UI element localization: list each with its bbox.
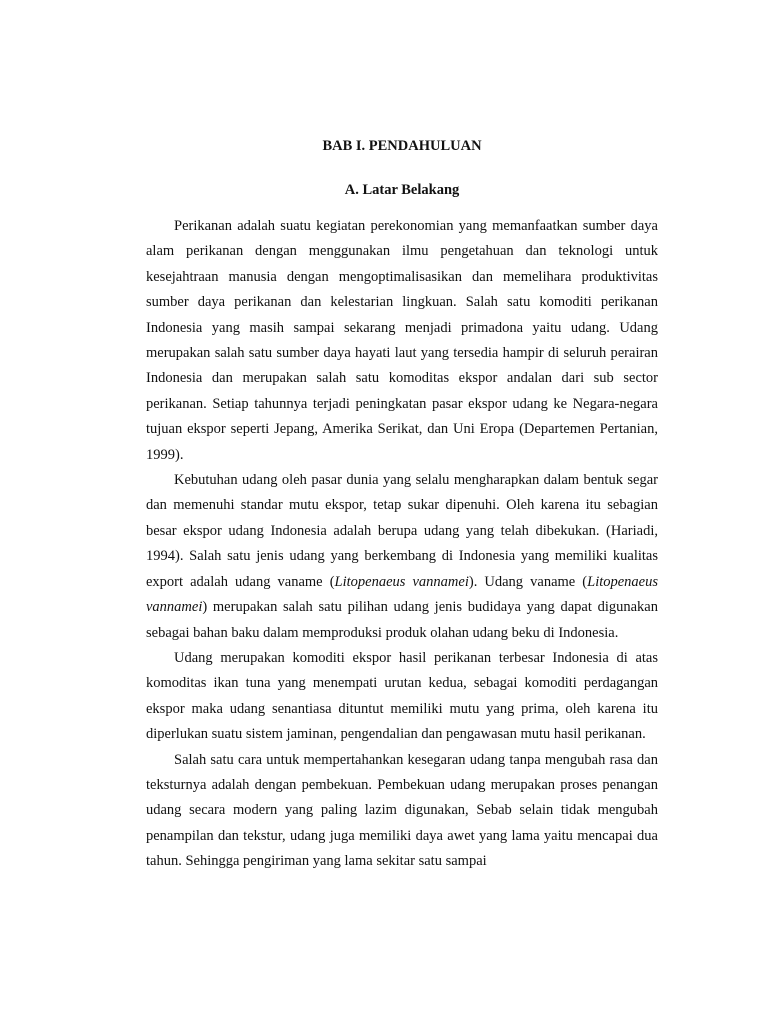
species-name-italic: Litopenaeus vannamei — [334, 573, 469, 590]
paragraph-1 — [146, 214, 658, 468]
paragraph-text: Kebutuhan udang oleh pasar dunia yang selalu mengharapkan dalam bentuk segar dan memenuhi standar mutu ekspor, tetap sukar dipenuhi. Oleh karena itu sebagian besar ekspor udang Indonesia adalah berupa udang yang telah dibekukan. (Hariadi, 1994). Salah satu jenis udang yang berkembang di Indonesia yang memiliki kualitas export adalah udang vaname ( — [146, 472, 658, 590]
paragraph-4 — [146, 748, 658, 875]
paragraph-3 — [146, 646, 658, 748]
chapter-title: BAB I. PENDAHULUAN — [322, 138, 482, 154]
paragraph-text: Udang merupakan komoditi ekspor hasil perikanan terbesar Indonesia di atas komoditas ikan tuna yang menempati urutan kedua, sebagai komoditi perdagangan ekspor maka udang senantiasa dituntut memiliki mutu yang prima, oleh karena itu diperlukan suatu sistem jaminan, pengendalian dan pengawasan mutu hasil perikanan. — [146, 649, 658, 743]
paragraph-2 — [146, 468, 658, 646]
paragraph-text: ) merupakan salah satu pilihan udang jenis budidaya yang dapat digunakan sebagai bahan baku dalam memproduksi produk olahan udang beku di Indonesia. — [146, 599, 658, 641]
paragraph-text: Perikanan adalah suatu kegiatan perekonomian yang memanfaatkan sumber daya alam perikanan dengan menggunakan ilmu pengetahuan dan teknologi untuk kesejahtraan manusia dengan mengoptimalisasikan dan memelihara produktivitas sumber daya perikanan dan kelestarian lingkuan. Salah satu komoditi perikanan Indonesia yang masih sampai sekarang menjadi primadona yaitu udang. Udang merupakan salah satu sumber daya hayati laut yang tersedia hampir di seluruh perairan Indonesia dan merupakan salah satu komoditas ekspor andalan dari sub sector perikanan. Setiap tahunnya terjadi peningkatan pasar ekspor udang ke Negara-negara tujuan ekspor seperti Jepang, Amerika Serikat, dan Uni Eropa (Departemen Pertanian, 1999). — [146, 218, 658, 463]
species-name-italic: Litopenaeus vannamei — [146, 573, 659, 616]
section-title: A. Latar Belakang — [344, 182, 460, 198]
paragraph-text: ). Udang vaname ( — [468, 573, 588, 590]
document-body — [146, 214, 658, 875]
paragraph-text: Salah satu cara untuk mempertahankan kesegaran udang tanpa mengubah rasa dan teksturnya adalah dengan pembekuan. Pembekuan udang merupakan proses penangan udang secara modern yang paling lazim digunakan, Sebab selain tidak mengubah penampilan dan tekstur, udang juga memiliki daya awet yang lama yaitu mencapai dua tahun. Sehingga pengiriman yang lama sekitar satu sampai — [146, 751, 658, 870]
